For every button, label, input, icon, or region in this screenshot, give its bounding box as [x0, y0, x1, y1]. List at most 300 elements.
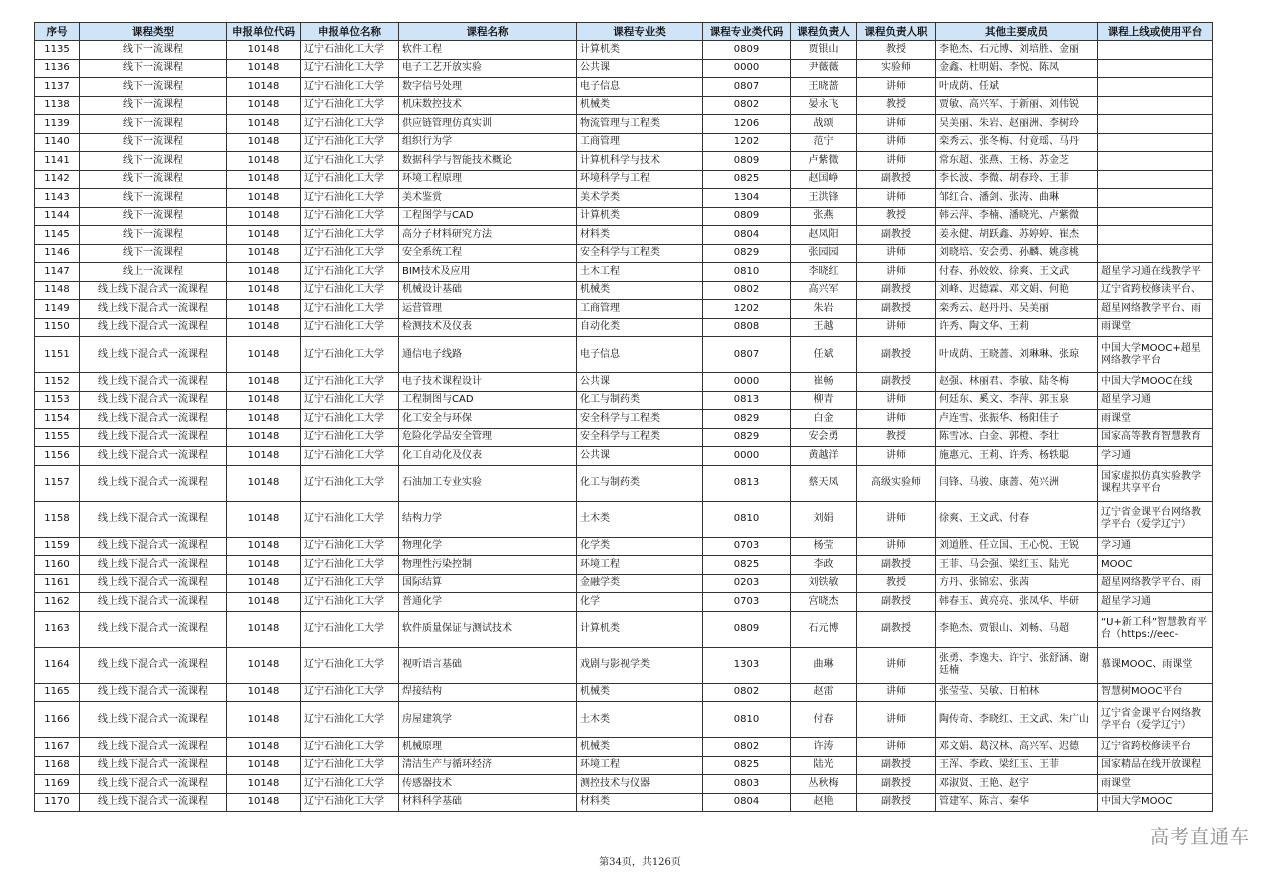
- table-cell: 线下一流课程: [80, 207, 227, 226]
- table-cell: 计算机科学与技术: [577, 152, 703, 171]
- table-cell: 副教授: [857, 170, 936, 189]
- table-cell: 卢连雪、张振华、杨阳佳子: [936, 410, 1098, 429]
- table-cell: 讲师: [857, 537, 936, 556]
- table-cell: 0703: [703, 593, 791, 612]
- table-cell: 电子信息: [577, 78, 703, 97]
- table-cell: 邓文娟、葛汉林、高兴军、迟德: [936, 738, 1098, 757]
- table-cell: 软件工程: [399, 41, 577, 60]
- table-cell: 0829: [703, 428, 791, 447]
- table-cell: 1141: [35, 152, 80, 171]
- table-cell: 工商管理: [577, 133, 703, 152]
- table-cell: 0810: [703, 702, 791, 738]
- table-cell: 线上线下混合式一流课程: [80, 318, 227, 337]
- table-cell: 韩春玉、黄亮亮、张凤华、毕研: [936, 593, 1098, 612]
- table-cell: 吴美丽、朱岩、赵丽洲、李树玲: [936, 115, 1098, 134]
- table-cell: 超星学习通在线教学平: [1098, 263, 1213, 282]
- table-cell: 战颂: [791, 115, 857, 134]
- table-cell: 0000: [703, 59, 791, 78]
- table-cell: 线上线下混合式一流课程: [80, 611, 227, 647]
- table-cell: 赵强、林丽君、李敏、陆冬梅: [936, 373, 1098, 392]
- table-cell: 辽宁石油化工大学: [301, 96, 399, 115]
- table-row: [35, 78, 1213, 97]
- table-cell: 危险化学品安全管理: [399, 428, 577, 447]
- table-cell: 10148: [227, 207, 301, 226]
- table-cell: 副教授: [857, 611, 936, 647]
- table-cell: 房屋建筑学: [399, 702, 577, 738]
- table-cell: 数字信号处理: [399, 78, 577, 97]
- table-cell: 1154: [35, 410, 80, 429]
- table-row: [35, 189, 1213, 208]
- table-cell: 线上线下混合式一流课程: [80, 410, 227, 429]
- table-cell: 10148: [227, 556, 301, 575]
- table-cell: [1098, 226, 1213, 245]
- table-cell: 0810: [703, 263, 791, 282]
- table-cell: 1163: [35, 611, 80, 647]
- table-cell: 线下一流课程: [80, 41, 227, 60]
- table-cell: 贾敏、高兴军、于新丽、刘伟锐: [936, 96, 1098, 115]
- table-row: [35, 465, 1213, 501]
- table-cell: 10148: [227, 611, 301, 647]
- table-cell: 辽宁石油化工大学: [301, 189, 399, 208]
- table-cell: 通信电子线路: [399, 337, 577, 373]
- table-row: [35, 447, 1213, 466]
- table-row: [35, 593, 1213, 612]
- course-table: [34, 22, 1213, 812]
- table-cell: 1169: [35, 775, 80, 794]
- table-cell: [1098, 152, 1213, 171]
- table-row: [35, 537, 1213, 556]
- table-row: [35, 410, 1213, 429]
- table-cell: 10148: [227, 574, 301, 593]
- table-cell: 宫晓杰: [791, 593, 857, 612]
- table-row: [35, 41, 1213, 60]
- table-cell: 测控技术与仪器: [577, 775, 703, 794]
- table-row: [35, 775, 1213, 794]
- table-cell: 辽宁石油化工大学: [301, 793, 399, 812]
- table-cell: 李长波、李微、胡春玲、王菲: [936, 170, 1098, 189]
- table-cell: 何廷东、奚文、李萍、郭玉泉: [936, 391, 1098, 410]
- table-cell: 金鑫、杜明娟、李悦、陈凤: [936, 59, 1098, 78]
- table-row: [35, 244, 1213, 263]
- table-cell: 工程制图与CAD: [399, 391, 577, 410]
- table-cell: 副教授: [857, 226, 936, 245]
- table-cell: 土木类: [577, 501, 703, 537]
- table-cell: 线上线下混合式一流课程: [80, 465, 227, 501]
- table-cell: 辽宁省金课平台网络教学平台（爱学辽宁）: [1098, 702, 1213, 738]
- table-cell: 刘峰、迟德霖、邓文娟、何艳: [936, 281, 1098, 300]
- table-cell: 安全科学与工程类: [577, 244, 703, 263]
- table-cell: 辽宁石油化工大学: [301, 428, 399, 447]
- table-cell: 物理化学: [399, 537, 577, 556]
- table-cell: 讲师: [857, 244, 936, 263]
- table-cell: 化工与制药类: [577, 465, 703, 501]
- table-cell: 0703: [703, 537, 791, 556]
- table-cell: 视听语言基础: [399, 647, 577, 683]
- table-cell: 线上线下混合式一流课程: [80, 428, 227, 447]
- table-cell: 线下一流课程: [80, 152, 227, 171]
- table-cell: 辽宁石油化工大学: [301, 152, 399, 171]
- table-cell: 王浑、李政、梁红玉、王菲: [936, 756, 1098, 775]
- table-cell: 10148: [227, 281, 301, 300]
- table-cell: 清洁生产与循环经济: [399, 756, 577, 775]
- table-row: [35, 318, 1213, 337]
- table-cell: 1145: [35, 226, 80, 245]
- table-cell: 辽宁石油化工大学: [301, 41, 399, 60]
- table-cell: 教授: [857, 428, 936, 447]
- table-cell: 10148: [227, 373, 301, 392]
- table-cell: 张园园: [791, 244, 857, 263]
- table-cell: 1202: [703, 133, 791, 152]
- table-cell: 辽宁石油化工大学: [301, 683, 399, 702]
- table-cell: 土木工程: [577, 263, 703, 282]
- table-cell: 运营管理: [399, 300, 577, 319]
- table-row: [35, 337, 1213, 373]
- table-cell: 刘晓培、安会勇、孙麟、姚彦桃: [936, 244, 1098, 263]
- table-cell: 副教授: [857, 373, 936, 392]
- table-cell: 国家高等教育智慧教育: [1098, 428, 1213, 447]
- table-cell: 1166: [35, 702, 80, 738]
- table-cell: 美术鉴赏: [399, 189, 577, 208]
- table-cell: 辽宁石油化工大学: [301, 59, 399, 78]
- table-cell: 讲师: [857, 683, 936, 702]
- table-cell: 公共课: [577, 59, 703, 78]
- table-cell: 辽宁省跨校修读平台: [1098, 738, 1213, 757]
- table-cell: 副教授: [857, 793, 936, 812]
- table-cell: 0203: [703, 574, 791, 593]
- column-header: 课程负责人职: [857, 23, 936, 41]
- table-cell: 线上线下混合式一流课程: [80, 501, 227, 537]
- table-cell: 超星学习通: [1098, 593, 1213, 612]
- table-cell: 国家精品在线开放课程: [1098, 756, 1213, 775]
- table-cell: 0807: [703, 78, 791, 97]
- table-cell: 徐爽、王文武、付春: [936, 501, 1098, 537]
- table-cell: 丛秋梅: [791, 775, 857, 794]
- table-cell: 李晓红: [791, 263, 857, 282]
- column-header: 课程名称: [399, 23, 577, 41]
- table-cell: 李艳杰、贾银山、刘畅、马超: [936, 611, 1098, 647]
- table-cell: 1139: [35, 115, 80, 134]
- table-cell: 辽宁石油化工大学: [301, 593, 399, 612]
- table-row: [35, 59, 1213, 78]
- table-cell: 1149: [35, 300, 80, 319]
- table-cell: 王菲、马会强、梁红玉、陆光: [936, 556, 1098, 575]
- table-cell: 辽宁石油化工大学: [301, 410, 399, 429]
- table-cell: 讲师: [857, 189, 936, 208]
- table-cell: 陆光: [791, 756, 857, 775]
- table-cell: 10148: [227, 391, 301, 410]
- table-cell: 线下一流课程: [80, 189, 227, 208]
- table-cell: 1158: [35, 501, 80, 537]
- table-cell: 10148: [227, 465, 301, 501]
- table-cell: 0000: [703, 447, 791, 466]
- table-cell: 讲师: [857, 263, 936, 282]
- table-row: [35, 207, 1213, 226]
- table-cell: 10148: [227, 756, 301, 775]
- table-cell: 公共课: [577, 447, 703, 466]
- table-cell: 线上线下混合式一流课程: [80, 373, 227, 392]
- table-cell: 1140: [35, 133, 80, 152]
- page-footer: 第34页，共126页: [599, 857, 681, 868]
- table-cell: 环境科学与工程: [577, 170, 703, 189]
- table-cell: 1136: [35, 59, 80, 78]
- table-cell: 金融学类: [577, 574, 703, 593]
- table-cell: 辽宁石油化工大学: [301, 537, 399, 556]
- table-cell: 10148: [227, 59, 301, 78]
- table-cell: 10148: [227, 428, 301, 447]
- table-cell: 许涛: [791, 738, 857, 757]
- table-cell: 辽宁石油化工大学: [301, 574, 399, 593]
- table-cell: 贾银山: [791, 41, 857, 60]
- table-row: [35, 556, 1213, 575]
- table-row: [35, 391, 1213, 410]
- table-cell: 线上线下混合式一流课程: [80, 756, 227, 775]
- table-cell: 10148: [227, 244, 301, 263]
- table-cell: 副教授: [857, 593, 936, 612]
- table-cell: 10148: [227, 501, 301, 537]
- table-cell: 辽宁石油化工大学: [301, 756, 399, 775]
- table-row: [35, 152, 1213, 171]
- table-cell: 线上线下混合式一流课程: [80, 574, 227, 593]
- table-cell: 自动化类: [577, 318, 703, 337]
- table-cell: 中国大学MOOC在线: [1098, 373, 1213, 392]
- table-cell: 超星网络教学平台、雨: [1098, 300, 1213, 319]
- table-cell: 线下一流课程: [80, 170, 227, 189]
- column-header: 课程类型: [80, 23, 227, 41]
- table-cell: 白金: [791, 410, 857, 429]
- table-cell: 常东超、张燕、王杨、苏金芝: [936, 152, 1098, 171]
- table-row: [35, 647, 1213, 683]
- table-cell: 卢紫微: [791, 152, 857, 171]
- table-cell: [1098, 41, 1213, 60]
- table-cell: 讲师: [857, 738, 936, 757]
- table-cell: 刘道胜、任立国、王心悦、王锐: [936, 537, 1098, 556]
- table-cell: 讲师: [857, 152, 936, 171]
- table-cell: 10148: [227, 447, 301, 466]
- table-cell: 1157: [35, 465, 80, 501]
- table-cell: 环境工程: [577, 556, 703, 575]
- table-cell: 0804: [703, 226, 791, 245]
- table-cell: [1098, 170, 1213, 189]
- table-cell: 学习通: [1098, 537, 1213, 556]
- table-cell: MOOC: [1098, 556, 1213, 575]
- table-cell: 辽宁石油化工大学: [301, 207, 399, 226]
- table-cell: [1098, 78, 1213, 97]
- table-cell: 慕课MOOC、雨课堂: [1098, 647, 1213, 683]
- table-cell: 电子信息: [577, 337, 703, 373]
- table-cell: 化工安全与环保: [399, 410, 577, 429]
- table-cell: 计算机类: [577, 41, 703, 60]
- table-cell: 0809: [703, 41, 791, 60]
- table-cell: 0802: [703, 96, 791, 115]
- table-cell: 机械类: [577, 683, 703, 702]
- table-cell: 10148: [227, 226, 301, 245]
- table-cell: 辽宁石油化工大学: [301, 556, 399, 575]
- table-row: [35, 300, 1213, 319]
- table-cell: 1304: [703, 189, 791, 208]
- table-cell: 10148: [227, 683, 301, 702]
- table-row: [35, 115, 1213, 134]
- table-cell: 1143: [35, 189, 80, 208]
- table-cell: 0807: [703, 337, 791, 373]
- table-cell: 辽宁石油化工大学: [301, 300, 399, 319]
- table-cell: 范宁: [791, 133, 857, 152]
- table-cell: 0802: [703, 281, 791, 300]
- table-cell: 0829: [703, 244, 791, 263]
- table-cell: 辽宁石油化工大学: [301, 281, 399, 300]
- table-cell: [1098, 207, 1213, 226]
- table-cell: 线下一流课程: [80, 78, 227, 97]
- table-cell: 辽宁石油化工大学: [301, 775, 399, 794]
- table-cell: 王晓蔷: [791, 78, 857, 97]
- table-row: [35, 738, 1213, 757]
- table-cell: 线上线下混合式一流课程: [80, 738, 227, 757]
- watermark: 高考直通车: [1149, 826, 1250, 848]
- table-cell: 辽宁石油化工大学: [301, 226, 399, 245]
- table-cell: 机械原理: [399, 738, 577, 757]
- table-row: [35, 574, 1213, 593]
- table-body: [35, 41, 1213, 812]
- table-cell: 管建军、陈言、秦华: [936, 793, 1098, 812]
- table-row: [35, 756, 1213, 775]
- table-cell: 机械类: [577, 281, 703, 300]
- table-cell: 讲师: [857, 647, 936, 683]
- table-cell: 1168: [35, 756, 80, 775]
- table-row: [35, 96, 1213, 115]
- table-cell: 国际结算: [399, 574, 577, 593]
- table-cell: 王越: [791, 318, 857, 337]
- table-cell: 蔡天凤: [791, 465, 857, 501]
- table-cell: 教授: [857, 41, 936, 60]
- table-cell: 电子工艺开放实验: [399, 59, 577, 78]
- table-cell: 刘娟: [791, 501, 857, 537]
- table-cell: 李艳杰、石元博、刘培胜、金丽: [936, 41, 1098, 60]
- table-cell: 叶成荫、王晓蔷、刘琳琳、张琼: [936, 337, 1098, 373]
- table-cell: 辽宁石油化工大学: [301, 391, 399, 410]
- table-cell: 线下一流课程: [80, 244, 227, 263]
- table-cell: 安全科学与工程类: [577, 410, 703, 429]
- table-cell: 智慧树MOOC平台: [1098, 683, 1213, 702]
- table-cell: 组织行为学: [399, 133, 577, 152]
- table-cell: 安全系统工程: [399, 244, 577, 263]
- table-cell: 柳青: [791, 391, 857, 410]
- table-cell: 雨课堂: [1098, 775, 1213, 794]
- table-cell: 辽宁石油化工大学: [301, 373, 399, 392]
- table-cell: 机床数控技术: [399, 96, 577, 115]
- table-row: [35, 373, 1213, 392]
- table-cell: BIM技术及应用: [399, 263, 577, 282]
- table-cell: 结构力学: [399, 501, 577, 537]
- table-cell: 1155: [35, 428, 80, 447]
- table-cell: 0825: [703, 170, 791, 189]
- column-header: 申报单位名称: [301, 23, 399, 41]
- table-cell: 机械类: [577, 96, 703, 115]
- table-cell: 线上线下混合式一流课程: [80, 683, 227, 702]
- table-cell: 1162: [35, 593, 80, 612]
- table-cell: 讲师: [857, 391, 936, 410]
- table-cell: 0808: [703, 318, 791, 337]
- table-cell: 1144: [35, 207, 80, 226]
- table-cell: [1098, 96, 1213, 115]
- table-cell: 0803: [703, 775, 791, 794]
- table-cell: 1161: [35, 574, 80, 593]
- table-cell: 0802: [703, 738, 791, 757]
- table-row: [35, 428, 1213, 447]
- table-cell: 线上线下混合式一流课程: [80, 775, 227, 794]
- table-cell: 计算机类: [577, 611, 703, 647]
- table-cell: 中国大学MOOC: [1098, 793, 1213, 812]
- table-cell: 讲师: [857, 78, 936, 97]
- table-cell: 辽宁石油化工大学: [301, 244, 399, 263]
- table-cell: 化工自动化及仪表: [399, 447, 577, 466]
- table-cell: 线上线下混合式一流课程: [80, 793, 227, 812]
- table-cell: 辽宁石油化工大学: [301, 263, 399, 282]
- table-cell: 辽宁石油化工大学: [301, 465, 399, 501]
- table-cell: 教授: [857, 96, 936, 115]
- table-cell: 0813: [703, 465, 791, 501]
- table-cell: 10148: [227, 41, 301, 60]
- table-cell: 0810: [703, 501, 791, 537]
- table-cell: 黄越洋: [791, 447, 857, 466]
- table-cell: 线上线下混合式一流课程: [80, 337, 227, 373]
- table-cell: 物理性污染控制: [399, 556, 577, 575]
- table-row: [35, 170, 1213, 189]
- table-cell: 辽宁石油化工大学: [301, 647, 399, 683]
- table-cell: 化学: [577, 593, 703, 612]
- table-cell: 学习通: [1098, 447, 1213, 466]
- table-cell: 线下一流课程: [80, 226, 227, 245]
- table-cell: 付春: [791, 702, 857, 738]
- table-cell: 辽宁石油化工大学: [301, 78, 399, 97]
- table-cell: 0809: [703, 152, 791, 171]
- table-cell: 1167: [35, 738, 80, 757]
- table-cell: 叶成荫、任斌: [936, 78, 1098, 97]
- table-row: [35, 611, 1213, 647]
- table-cell: 工程图学与CAD: [399, 207, 577, 226]
- table-cell: 环境工程原理: [399, 170, 577, 189]
- column-header: 课程专业类: [577, 23, 703, 41]
- table-cell: 刘铁敏: [791, 574, 857, 593]
- table-cell: 0000: [703, 373, 791, 392]
- table-cell: 安全科学与工程类: [577, 428, 703, 447]
- table-cell: 朱岩: [791, 300, 857, 319]
- table-cell: 尹薇薇: [791, 59, 857, 78]
- table-cell: 讲师: [857, 447, 936, 466]
- table-cell: 线下一流课程: [80, 96, 227, 115]
- table-cell: 线上线下混合式一流课程: [80, 593, 227, 612]
- table-cell: 闫锋、马骏、康蔷、苑兴洲: [936, 465, 1098, 501]
- table-cell: 栾秀云、张冬梅、付竟瑶、马丹: [936, 133, 1098, 152]
- column-header: 课程专业类代码: [703, 23, 791, 41]
- table-cell: 崔畅: [791, 373, 857, 392]
- table-cell: 辽宁石油化工大学: [301, 337, 399, 373]
- table-cell: 化学类: [577, 537, 703, 556]
- table-cell: 超星学习通: [1098, 391, 1213, 410]
- table-cell: 栾秀云、赵丹丹、吴美丽: [936, 300, 1098, 319]
- table-cell: 1151: [35, 337, 80, 373]
- table-cell: 10148: [227, 337, 301, 373]
- table-cell: 1202: [703, 300, 791, 319]
- table-cell: 讲师: [857, 115, 936, 134]
- table-cell: 副教授: [857, 756, 936, 775]
- table-cell: 化工与制药类: [577, 391, 703, 410]
- table-cell: 线下一流课程: [80, 133, 227, 152]
- table-cell: 副教授: [857, 300, 936, 319]
- table-cell: 物流管理与工程类: [577, 115, 703, 134]
- table-cell: 晏永飞: [791, 96, 857, 115]
- table-cell: 10148: [227, 593, 301, 612]
- table-cell: 0809: [703, 207, 791, 226]
- table-cell: 10148: [227, 318, 301, 337]
